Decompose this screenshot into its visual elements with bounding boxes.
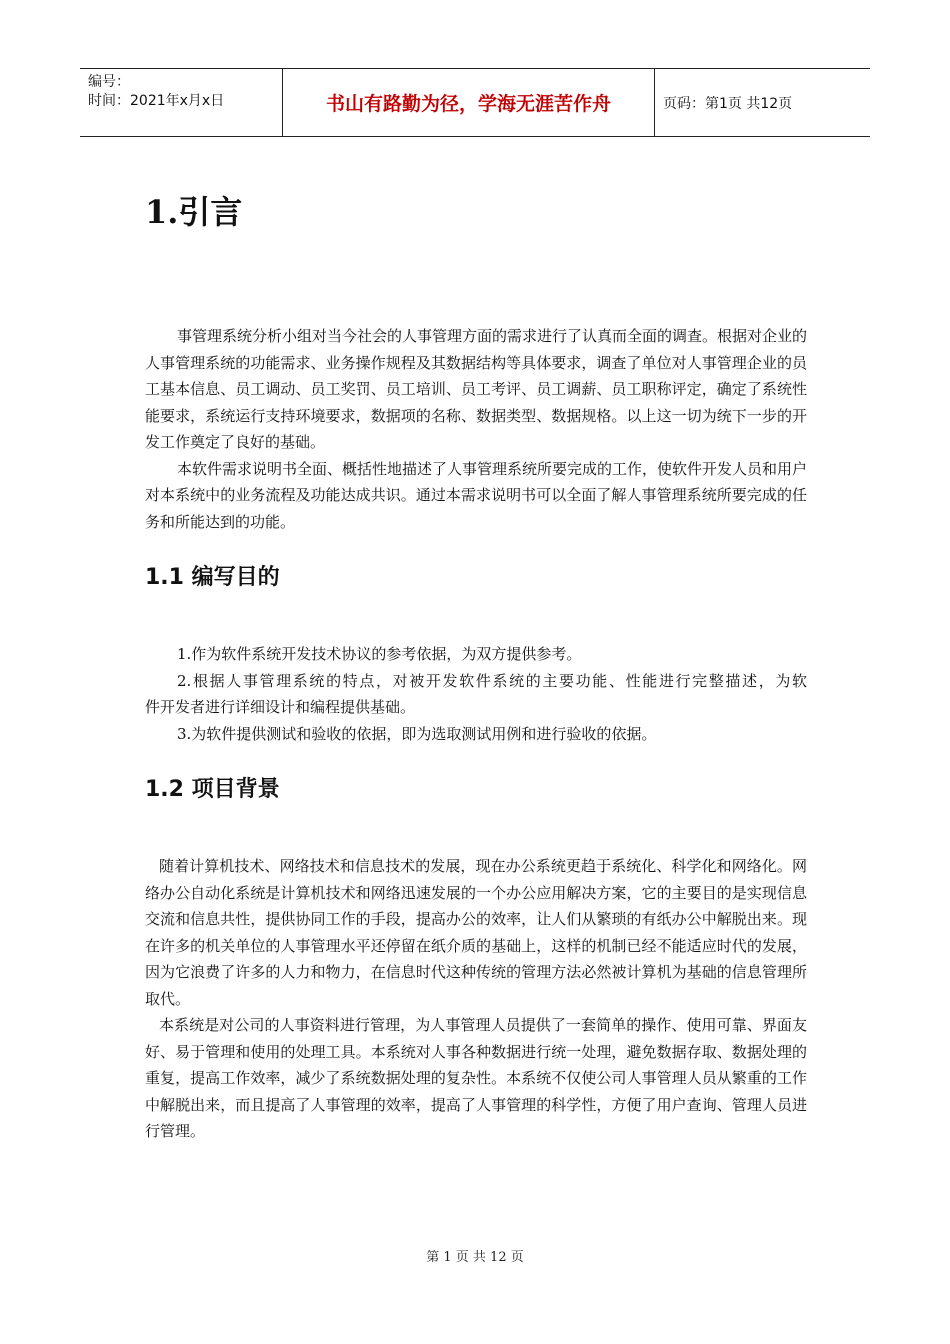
background-paragraph-2: 本系统是对公司的人事资料进行管理，为人事管理人员提供了一套简单的操作、使用可靠、界面友好、易于管理和使用的处理工具。本系统对人事各种数据进行统一处理，避免数据存取、数据处理的重复，提高工作效率，减少了系统数据处理的复杂性。本系统不仅使公司人事管理人员从繁重的工作中解脱出来，而且提高了人事管理的效率，提高了人事管理的科学性，方便了用户查询、管理人员进行管理。 xyxy=(145,1016,807,1140)
document-time-label: 时间：2021年x月x日 xyxy=(88,93,225,109)
purpose-item-1: 1.作为软件系统开发技术协议的参考依据，为双方提供参考。 xyxy=(177,645,582,663)
background-paragraph-1: 随着计算机技术、网络技术和信息技术的发展，现在办公系统更趋于系统化、科学化和网络化。网络办公自动化系统是计算机技术和网络迅速发展的一个办公应用解决方案，它的主要目的是实现信息交流和信息共性，提供协同工作的手段，提高办公的效率，让人们从繁琐的有纸办公中解脱出来。现在许多的机关单位的人事管理水平还停留在纸介质的基础上，这样的机制已经不能适应时代的发展，因为它浪费了许多的人力和物力，在信息时代这种传统的管理方法必然被计算机为基础的信息管理所取代。 xyxy=(145,857,807,1008)
section-heading-background: 1.2 项目背景 xyxy=(145,777,280,802)
page-header xyxy=(80,68,870,137)
section-heading-purpose: 1.1 编写目的 xyxy=(145,565,280,590)
intro-paragraph-1: 事管理系统分析小组对当今社会的人事管理方面的需求进行了认真而全面的调查。根据对企业的人事管理系统的功能需求、业务操作规程及其数据结构等具体要求，调查了单位对人事管理企业的员工基本信息、员工调动、员工奖罚、员工培训、员工考评、员工调薪、员工职称评定，确定了系统性能要求，系统运行支持环境要求，数据项的名称、数据类型、数据规格。以上这一切为统下一步的开发工作奠定了良好的基础。 xyxy=(145,327,808,451)
header-motto: 书山有路勤为径，学海无涯苦作舟 xyxy=(282,69,655,136)
header-page-info: 页码：第1页 共12页 xyxy=(663,95,793,112)
header-meta xyxy=(80,69,282,136)
page-footer: 第 1 页 共 12 页 xyxy=(426,1250,524,1265)
document-body xyxy=(145,190,883,1145)
purpose-item-2: 2.根据人事管理系统的特点，对被开发软件系统的主要功能、性能进行完整描述，为软 件开发者进行详细设计和编程提供基础。 xyxy=(145,671,883,716)
document-number-label: 编号： xyxy=(88,74,130,90)
purpose-item-3: 3.为软件提供测试和验收的依据，即为选取测试用例和进行验收的依据。 xyxy=(177,724,657,743)
chapter-title: 1.引言 xyxy=(145,193,243,231)
intro-paragraph-2: 本软件需求说明书全面、概括性地描述了人事管理系统所要完成的工作，使软件开发人员和用户对本系统中的业务流程及功能达成共识。通过本需求说明书可以全面了解人事管理系统所要完成的任务和所能达到的功能。 xyxy=(145,459,808,531)
